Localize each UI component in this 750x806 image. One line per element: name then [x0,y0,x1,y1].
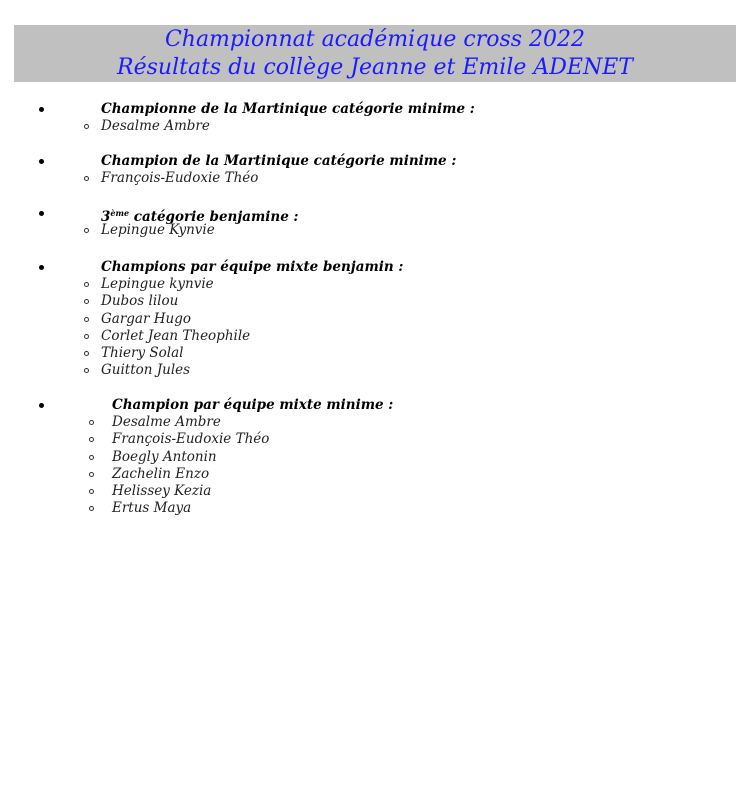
section-heading: Championne de la Martinique catégorie minime : [0,101,750,118]
circle-bullet-icon [84,317,89,322]
list-item: Thiery Solal [0,345,750,362]
list-item: Lepingue kynvie [0,276,750,293]
bullet-icon [39,265,44,270]
circle-bullet-icon [84,176,89,181]
list-item: Desalme Ambre [0,414,750,431]
section-equipe-benjamin [0,259,750,380]
section-heading: Champions par équipe mixte benjamin : [0,259,750,276]
bullet-icon [39,107,44,112]
list-item: Dubos lilou [0,293,750,310]
section-equipe-minime [0,397,750,518]
circle-bullet-icon [89,437,94,442]
circle-bullet-icon [89,472,94,477]
bullet-icon [39,159,44,164]
list-item: Desalme Ambre [0,118,750,135]
section-3eme-benjamine [0,205,750,239]
section-champion-minime [0,153,750,187]
section-heading: Champion par équipe mixte minime : [0,397,750,414]
list-item: Corlet Jean Theophile [0,328,750,345]
circle-bullet-icon [84,124,89,129]
circle-bullet-icon [89,420,94,425]
circle-bullet-icon [84,368,89,373]
circle-bullet-icon [89,489,94,494]
circle-bullet-icon [89,455,94,460]
section-championne-minime [0,101,750,135]
list-item: Zachelin Enzo [0,466,750,483]
title-banner [14,25,736,82]
circle-bullet-icon [84,299,89,304]
list-item: Lepingue Kynvie [0,222,750,239]
list-item: François-Eudoxie Théo [0,431,750,448]
list-item: Guitton Jules [0,362,750,379]
list-item: Ertus Maya [0,500,750,517]
section-heading: 3ème catégorie benjamine : [0,205,750,222]
circle-bullet-icon [84,282,89,287]
circle-bullet-icon [84,334,89,339]
circle-bullet-icon [84,351,89,356]
bullet-icon [39,211,44,216]
list-item: Helissey Kezia [0,483,750,500]
list-item: Boegly Antonin [0,449,750,466]
section-heading: Champion de la Martinique catégorie minime : [0,153,750,170]
list-item: Gargar Hugo [0,311,750,328]
bullet-icon [39,403,44,408]
circle-bullet-icon [84,228,89,233]
list-item: François-Eudoxie Théo [0,170,750,187]
page-subtitle: Résultats du collège Jeanne et Emile ADENET [117,55,633,80]
circle-bullet-icon [89,506,94,511]
page-title: Championnat académique cross 2022 [164,27,586,52]
